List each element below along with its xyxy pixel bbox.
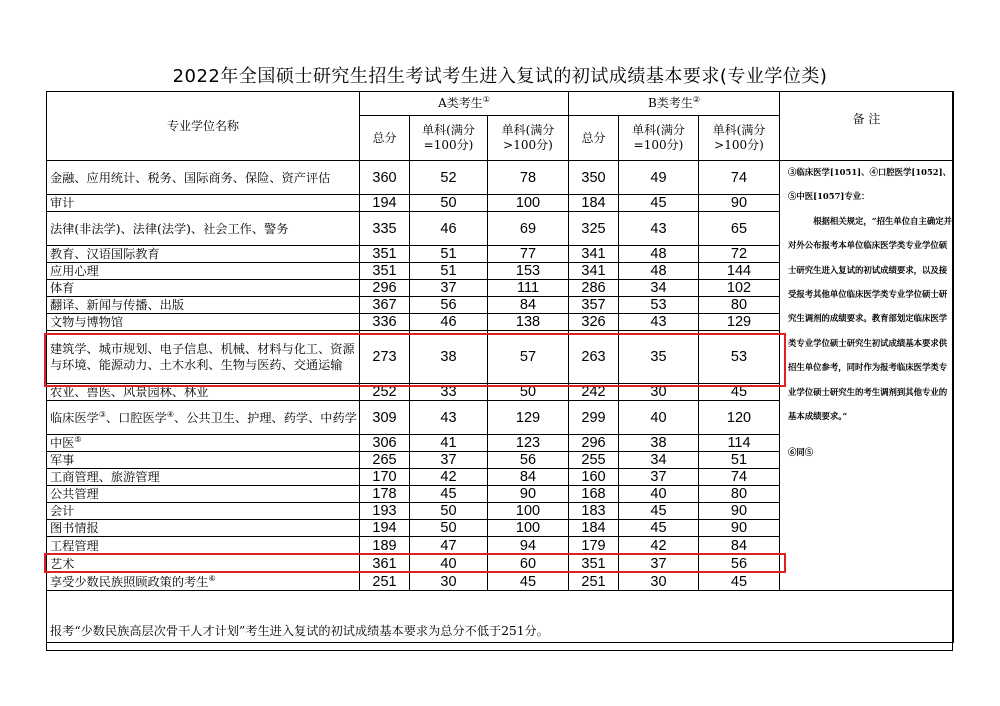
score-a-total: 265: [360, 452, 410, 469]
score-a-single-over100: 84: [488, 297, 569, 314]
score-a-total: 194: [360, 195, 410, 212]
score-a-total: 296: [360, 280, 410, 297]
score-b-single-over100: 102: [699, 280, 780, 297]
score-b-total: 255: [569, 452, 619, 469]
major-name: 图书情报: [47, 520, 360, 537]
score-b-total: 341: [569, 246, 619, 263]
score-b-total: 263: [569, 331, 619, 384]
score-b-single100: 53: [619, 297, 699, 314]
score-b-single100: 30: [619, 573, 699, 591]
score-a-total: 251: [360, 573, 410, 591]
header-a-total: 总分: [360, 116, 410, 161]
score-b-total: 160: [569, 469, 619, 486]
score-b-single100: 40: [619, 486, 699, 503]
score-a-single-over100: 111: [488, 280, 569, 297]
score-b-single100: 45: [619, 503, 699, 520]
header-remarks: 备 注: [780, 92, 954, 161]
score-a-single100: 42: [410, 469, 488, 486]
score-b-single100: 48: [619, 246, 699, 263]
score-a-single100: 51: [410, 246, 488, 263]
score-b-single100: 37: [619, 555, 699, 573]
score-b-total: 184: [569, 520, 619, 537]
score-b-single100: 49: [619, 161, 699, 195]
score-b-single-over100: 56: [699, 555, 780, 573]
score-b-single100: 45: [619, 195, 699, 212]
score-b-single100: 45: [619, 520, 699, 537]
major-name: 临床医学③、口腔医学④、公共卫生、护理、药学、中药学: [47, 401, 360, 435]
score-a-single100: 50: [410, 503, 488, 520]
score-b-single100: 38: [619, 435, 699, 452]
score-a-single100: 37: [410, 280, 488, 297]
score-b-single100: 48: [619, 263, 699, 280]
score-b-total: 299: [569, 401, 619, 435]
score-b-single-over100: 80: [699, 486, 780, 503]
header-a-single-over100: 单科(满分>100分): [488, 116, 569, 161]
header-name-col: 专业学位名称: [47, 92, 360, 161]
score-a-single-over100: 94: [488, 537, 569, 555]
score-b-total: 286: [569, 280, 619, 297]
score-b-total: 325: [569, 212, 619, 246]
score-a-total: 193: [360, 503, 410, 520]
score-a-total: 351: [360, 246, 410, 263]
score-a-single100: 51: [410, 263, 488, 280]
score-b-total: 242: [569, 384, 619, 401]
score-b-single100: 40: [619, 401, 699, 435]
score-a-single-over100: 100: [488, 195, 569, 212]
score-b-single-over100: 53: [699, 331, 780, 384]
score-b-single-over100: 120: [699, 401, 780, 435]
major-name: 建筑学、城市规划、电子信息、机械、材料与化工、资源与环境、能源动力、土木水利、生物与医药、交通运输: [47, 331, 360, 384]
score-b-total: 296: [569, 435, 619, 452]
score-a-single100: 50: [410, 195, 488, 212]
score-b-single-over100: 90: [699, 520, 780, 537]
score-a-single-over100: 50: [488, 384, 569, 401]
score-a-single100: 37: [410, 452, 488, 469]
score-a-single100: 40: [410, 555, 488, 573]
score-a-single-over100: 45: [488, 573, 569, 591]
score-a-total: 273: [360, 331, 410, 384]
score-b-total: 350: [569, 161, 619, 195]
score-a-total: 336: [360, 314, 410, 331]
score-b-single-over100: 51: [699, 452, 780, 469]
score-a-single-over100: 100: [488, 520, 569, 537]
remarks-note-1: ③临床医学[1051]、④口腔医学[1052]、⑤中医[1057]专业：: [788, 167, 951, 202]
header-b-single-over100: 单科(满分>100分): [699, 116, 780, 161]
score-a-total: 189: [360, 537, 410, 555]
remarks-note-1-body: 根据相关规定，“招生单位自主确定并对外公布报考本单位临床医学类专业学位硕士研究生进入复试的初试成绩要求，以及接受报考其他单位临床医学类专业学位硕士研究生调剂的成绩要求。教育部划定临床医学类专业学位硕士研究生初试成绩基本要求供招生单位参考，同时作为报考临床医学类专业学位硕士研究生的考生调剂到其他专业的基本成绩要求。”: [788, 215, 953, 422]
score-b-total: 357: [569, 297, 619, 314]
score-b-single-over100: 74: [699, 161, 780, 195]
score-a-total: 335: [360, 212, 410, 246]
major-name: 会计: [47, 503, 360, 520]
score-a-single-over100: 100: [488, 503, 569, 520]
score-b-single100: 34: [619, 280, 699, 297]
score-b-single100: 35: [619, 331, 699, 384]
major-name: 法律(非法学)、法律(法学)、社会工作、警务: [47, 212, 360, 246]
score-a-single-over100: 57: [488, 331, 569, 384]
major-name: 公共管理: [47, 486, 360, 503]
major-name: 中医⑤: [47, 435, 360, 452]
score-b-single-over100: 45: [699, 573, 780, 591]
major-name: 军事: [47, 452, 360, 469]
score-a-total: 309: [360, 401, 410, 435]
score-b-single-over100: 90: [699, 503, 780, 520]
major-name: 体育: [47, 280, 360, 297]
score-a-single100: 33: [410, 384, 488, 401]
score-a-single-over100: 77: [488, 246, 569, 263]
table-frame: [46, 91, 953, 651]
major-name: 金融、应用统计、税务、国际商务、保险、资产评估: [47, 161, 360, 195]
score-b-single-over100: 72: [699, 246, 780, 263]
major-name: 艺术: [47, 555, 360, 573]
score-b-total: 184: [569, 195, 619, 212]
score-b-total: 168: [569, 486, 619, 503]
major-name: 应用心理: [47, 263, 360, 280]
score-a-single-over100: 90: [488, 486, 569, 503]
score-b-single-over100: 129: [699, 314, 780, 331]
remarks-note-2: ⑥同⑤: [788, 447, 814, 458]
score-a-total: 306: [360, 435, 410, 452]
score-a-single-over100: 153: [488, 263, 569, 280]
score-b-total: 351: [569, 555, 619, 573]
score-b-single100: 37: [619, 469, 699, 486]
score-b-total: 183: [569, 503, 619, 520]
score-b-total: 326: [569, 314, 619, 331]
score-a-single100: 46: [410, 314, 488, 331]
score-b-single-over100: 114: [699, 435, 780, 452]
score-b-single100: 43: [619, 212, 699, 246]
major-name: 工商管理、旅游管理: [47, 469, 360, 486]
score-a-single100: 38: [410, 331, 488, 384]
major-name: 工程管理: [47, 537, 360, 555]
score-a-single-over100: 69: [488, 212, 569, 246]
score-b-total: 179: [569, 537, 619, 555]
score-a-total: 360: [360, 161, 410, 195]
score-a-total: 252: [360, 384, 410, 401]
score-a-single-over100: 138: [488, 314, 569, 331]
score-a-total: 178: [360, 486, 410, 503]
score-a-single100: 50: [410, 520, 488, 537]
header-b-single100: 单科(满分=100分): [619, 116, 699, 161]
major-name: 文物与博物馆: [47, 314, 360, 331]
score-b-single-over100: 144: [699, 263, 780, 280]
footer-note: 报考“少数民族高层次骨干人才计划”考生进入复试的初试成绩基本要求为总分不低于251分。: [50, 624, 549, 638]
score-b-single-over100: 90: [699, 195, 780, 212]
score-a-single-over100: 60: [488, 555, 569, 573]
score-b-single100: 30: [619, 384, 699, 401]
score-a-single-over100: 84: [488, 469, 569, 486]
score-b-single-over100: 65: [699, 212, 780, 246]
score-b-total: 341: [569, 263, 619, 280]
score-b-single-over100: 84: [699, 537, 780, 555]
score-a-single100: 41: [410, 435, 488, 452]
header-group-a: A类考生①: [360, 92, 569, 116]
score-a-single-over100: 129: [488, 401, 569, 435]
score-a-single100: 30: [410, 573, 488, 591]
score-a-single100: 52: [410, 161, 488, 195]
score-a-single100: 47: [410, 537, 488, 555]
score-a-total: 194: [360, 520, 410, 537]
major-name: 农业、兽医、风景园林、林业: [47, 384, 360, 401]
score-a-total: 170: [360, 469, 410, 486]
score-a-total: 367: [360, 297, 410, 314]
score-a-single-over100: 123: [488, 435, 569, 452]
score-a-single100: 45: [410, 486, 488, 503]
score-b-single100: 42: [619, 537, 699, 555]
score-b-single-over100: 74: [699, 469, 780, 486]
score-a-single100: 46: [410, 212, 488, 246]
score-b-single-over100: 80: [699, 297, 780, 314]
score-a-total: 361: [360, 555, 410, 573]
score-a-single-over100: 56: [488, 452, 569, 469]
major-name: 审计: [47, 195, 360, 212]
score-b-total: 251: [569, 573, 619, 591]
score-b-single100: 34: [619, 452, 699, 469]
score-b-single100: 43: [619, 314, 699, 331]
score-a-single100: 56: [410, 297, 488, 314]
major-name: 翻译、新闻与传播、出版: [47, 297, 360, 314]
score-a-single100: 43: [410, 401, 488, 435]
header-b-total: 总分: [569, 116, 619, 161]
score-a-total: 351: [360, 263, 410, 280]
score-a-single-over100: 78: [488, 161, 569, 195]
score-b-single-over100: 45: [699, 384, 780, 401]
major-name: 享受少数民族照顾政策的考生⑥: [47, 573, 360, 591]
page-title: 2022年全国硕士研究生招生考试考生进入复试的初试成绩基本要求(专业学位类): [172, 66, 828, 87]
header-a-single100: 单科(满分=100分): [410, 116, 488, 161]
major-name: 教育、汉语国际教育: [47, 246, 360, 263]
header-group-b: B类考生②: [569, 92, 780, 116]
